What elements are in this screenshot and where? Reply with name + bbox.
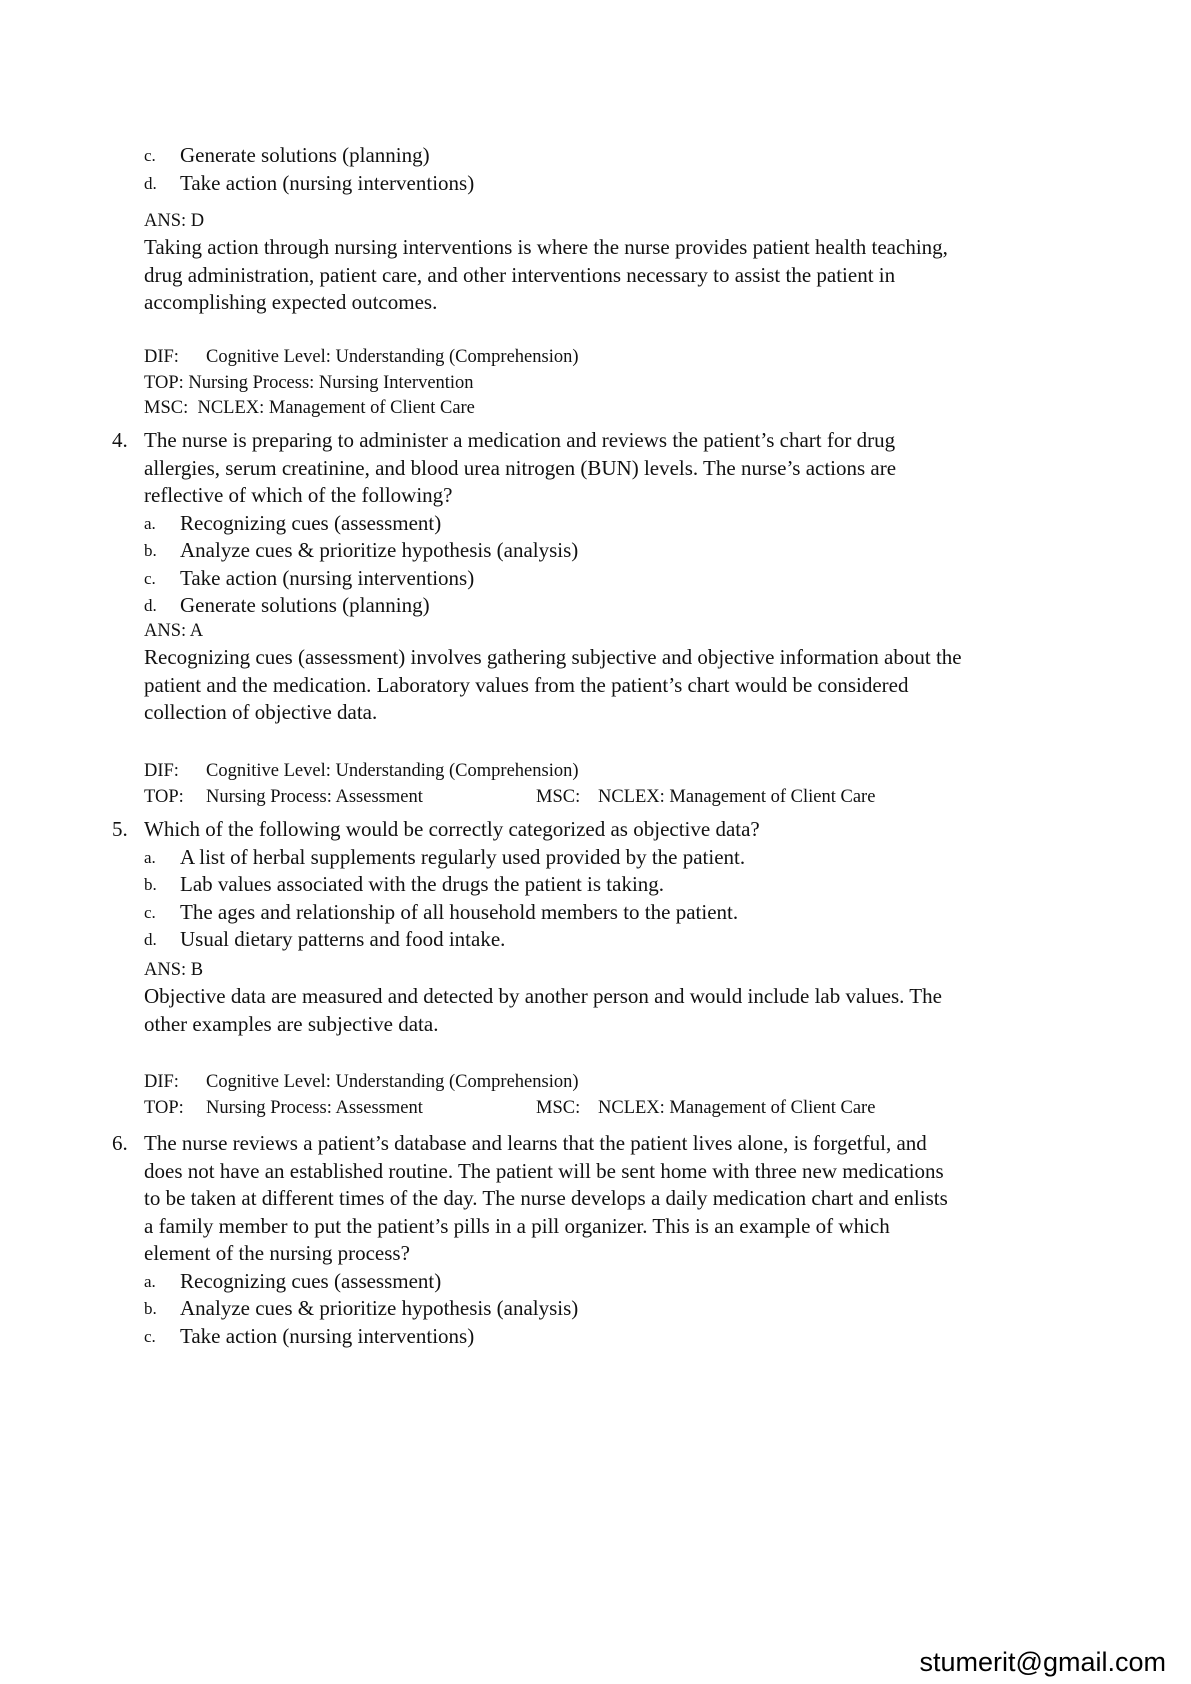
top-key: TOP:	[144, 786, 184, 807]
msc-key: MSC:	[536, 1097, 581, 1118]
option-b	[144, 537, 1104, 565]
dif-value: Cognitive Level: Understanding (Comprehension)	[206, 1072, 579, 1092]
option-b	[144, 1295, 1104, 1323]
msc-value: NCLEX: Management of Client Care	[598, 786, 876, 807]
footer-email: stumerit@gmail.com	[919, 1647, 1166, 1677]
rationale-line: Recognizing cues (assessment) involves gathering subjective and objective information about the	[144, 645, 962, 669]
answer-label: ANS: D	[144, 211, 205, 231]
top-row	[144, 371, 1104, 397]
msc-value: NCLEX: Management of Client Care	[197, 398, 475, 418]
option-text: A list of herbal supplements regularly used provided by the patient.	[180, 844, 746, 869]
top-msc-row	[144, 785, 1104, 811]
question-4	[112, 427, 1104, 620]
option-text: Take action (nursing interventions)	[180, 170, 475, 195]
option-letter: c.	[144, 902, 156, 922]
option-c	[144, 1323, 1104, 1351]
option-text: Analyze cues & prioritize hypothesis (analysis)	[180, 538, 579, 562]
option-c	[144, 899, 1104, 927]
question-4-meta	[144, 759, 1104, 810]
stem-line: reflective of which of the following?	[144, 483, 453, 507]
msc-group	[536, 785, 875, 811]
dif-row	[144, 345, 1104, 371]
option-text: Recognizing cues (assessment)	[180, 1268, 442, 1293]
option-letter: b.	[144, 875, 157, 894]
top-key: TOP:	[144, 1097, 184, 1118]
option-text: Generate solutions (planning)	[180, 143, 430, 167]
msc-key: MSC:	[536, 786, 581, 807]
option-text: Take action (nursing interventions)	[180, 1323, 475, 1348]
stem-line: The nurse reviews a patient’s database and learns that the patient lives alone, is forgetful, and	[144, 1131, 927, 1155]
stem-line: a family member to put the patient’s pills in a pill organizer. This is an example of which	[144, 1213, 890, 1238]
top-value: Nursing Process: Assessment	[206, 1097, 423, 1118]
stem-line: Which of the following would be correctly categorized as objective data?	[144, 817, 760, 841]
dif-value: Cognitive Level: Understanding (Comprehension)	[206, 761, 579, 781]
stem-line: allergies, serum creatinine, and blood urea nitrogen (BUN) levels. The nurse’s actions are	[144, 455, 897, 480]
option-letter: d.	[144, 596, 157, 615]
question-number: 5.	[112, 817, 128, 841]
msc-value: NCLEX: Management of Client Care	[598, 1097, 876, 1118]
option-letter: d.	[144, 173, 157, 193]
option-text: Recognizing cues (assessment)	[180, 510, 442, 535]
option-letter: b.	[144, 541, 157, 560]
option-text: Lab values associated with the drugs the patient is taking.	[180, 872, 665, 896]
option-letter: d.	[144, 930, 157, 949]
option-letter: a.	[144, 847, 156, 867]
question-5-meta	[144, 1070, 1104, 1121]
rationale-line: other examples are subjective data.	[144, 1011, 439, 1036]
rationale-line: drug administration, patient care, and other interventions necessary to assist the patient in	[144, 262, 896, 287]
option-text: Take action (nursing interventions)	[180, 565, 475, 590]
dif-row	[144, 759, 1104, 785]
question-5	[112, 816, 1104, 954]
rationale-line: collection of objective data.	[144, 700, 378, 724]
option-c	[144, 565, 1104, 593]
dif-key: DIF:	[144, 761, 179, 781]
option-letter: a.	[144, 1271, 156, 1291]
option-d	[144, 926, 1104, 954]
dif-key: DIF:	[144, 347, 179, 367]
option-d	[144, 170, 1104, 198]
option-d	[144, 592, 1104, 620]
top-key: TOP:	[144, 372, 184, 393]
stem-line: The nurse is preparing to administer a medication and reviews the patient’s chart for drug	[144, 428, 896, 452]
answer-label: ANS: A	[144, 621, 204, 641]
msc-key: MSC:	[144, 398, 189, 418]
option-letter: a.	[144, 513, 156, 533]
option-text: Usual dietary patterns and food intake.	[180, 927, 506, 951]
rationale-line: Objective data are measured and detected by another person and would include lab values. The	[144, 984, 942, 1008]
option-text: The ages and relationship of all household members to the patient.	[180, 899, 739, 924]
question-5-answer	[144, 958, 1104, 1038]
question-6	[112, 1130, 1104, 1350]
prev-question-options	[144, 142, 1104, 197]
msc-row	[144, 396, 1104, 422]
question-number: 4.	[112, 428, 128, 452]
option-b	[144, 871, 1104, 899]
stem-line: does not have an established routine. The patient will be sent home with three new medications	[144, 1158, 944, 1183]
option-letter: c.	[144, 146, 156, 165]
option-text: Generate solutions (planning)	[180, 593, 430, 617]
option-a	[144, 510, 1104, 538]
option-letter: c.	[144, 568, 156, 588]
option-letter: c.	[144, 1326, 156, 1346]
question-4-answer	[144, 619, 1104, 727]
dif-row	[144, 1070, 1104, 1096]
option-text: Analyze cues & prioritize hypothesis (analysis)	[180, 1296, 579, 1320]
dif-key: DIF:	[144, 1072, 179, 1092]
top-msc-row	[144, 1096, 1104, 1122]
question-number: 6.	[112, 1131, 128, 1155]
top-value: Nursing Process: Nursing Intervention	[188, 372, 474, 393]
rationale-line: accomplishing expected outcomes.	[144, 290, 438, 314]
top-value: Nursing Process: Assessment	[206, 786, 423, 807]
rationale-line: Taking action through nursing interventions is where the nurse provides patient health teaching,	[144, 235, 948, 259]
dif-value: Cognitive Level: Understanding (Comprehension)	[206, 347, 579, 367]
option-letter: b.	[144, 1299, 157, 1318]
msc-group	[536, 1096, 875, 1122]
option-c	[144, 142, 1104, 170]
option-a	[144, 844, 1104, 872]
option-a	[144, 1268, 1104, 1296]
rationale-line: patient and the medication. Laboratory values from the patient’s chart would be considered	[144, 672, 909, 697]
stem-line: to be taken at different times of the day. The nurse develops a daily medication chart and enlists	[144, 1186, 948, 1210]
answer-label: ANS: B	[144, 960, 204, 980]
prev-question-answer	[144, 209, 1104, 317]
stem-line: element of the nursing process?	[144, 1241, 410, 1265]
prev-question-meta	[144, 345, 1104, 422]
